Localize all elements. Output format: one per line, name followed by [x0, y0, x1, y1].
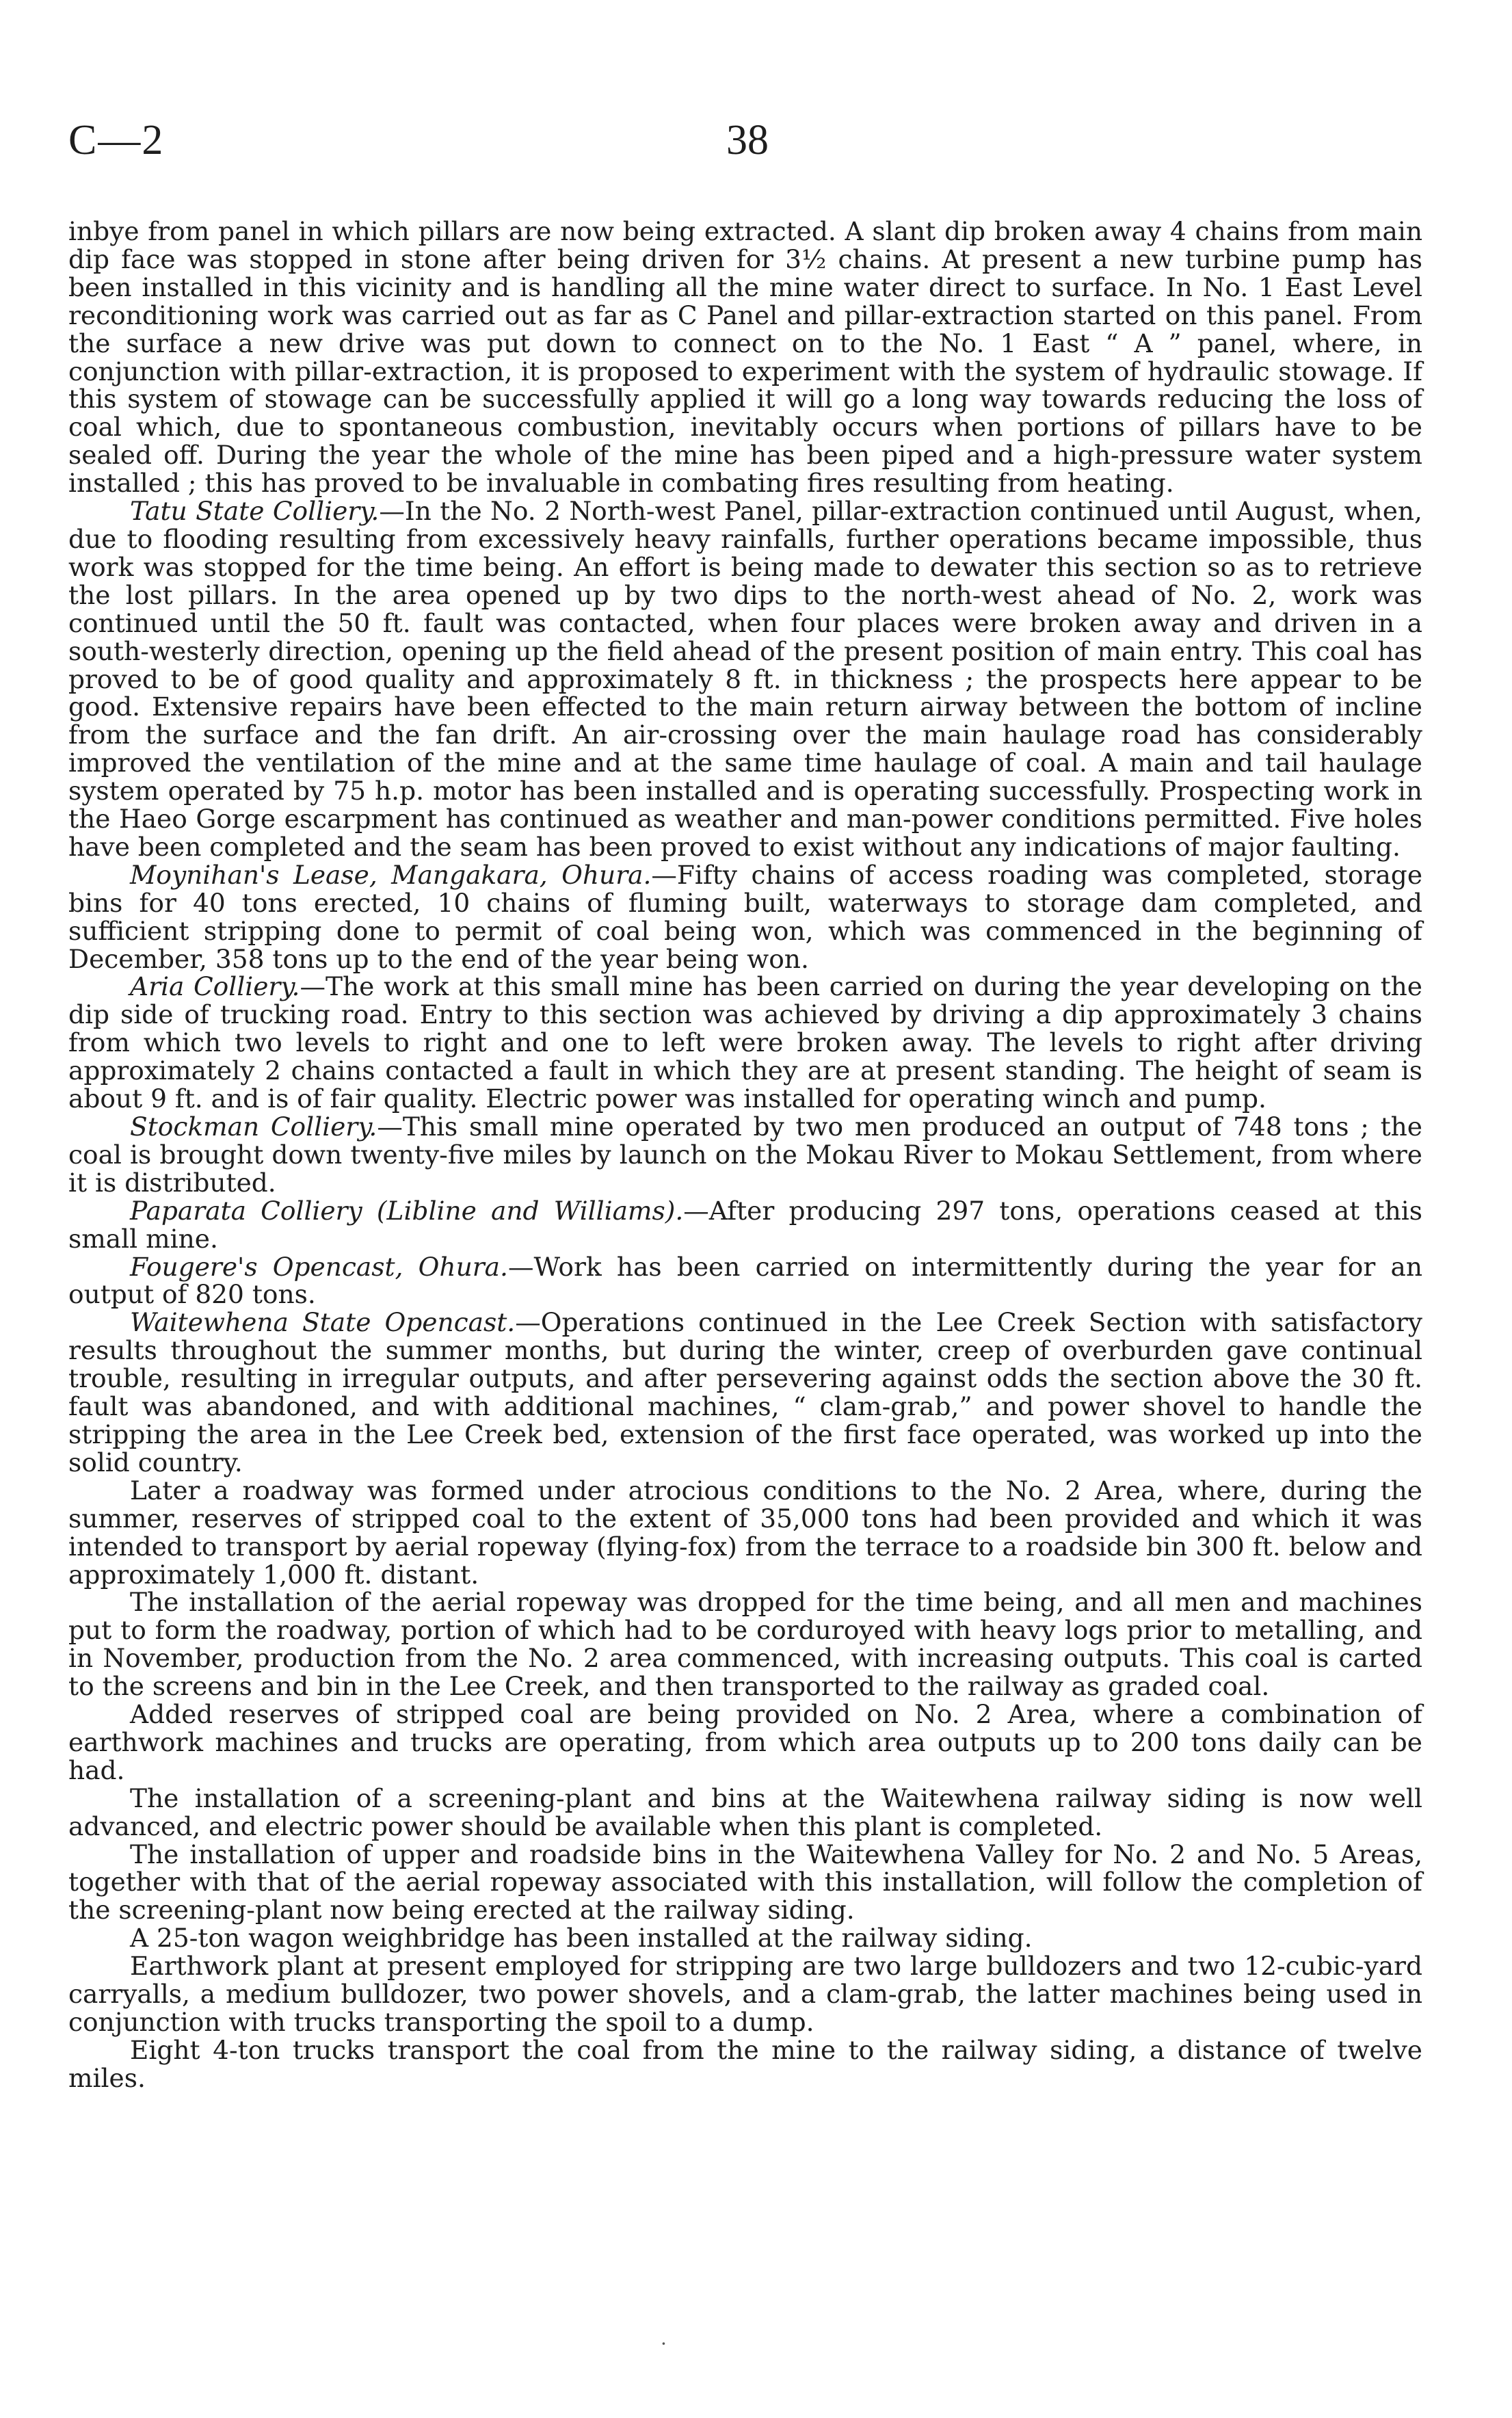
paragraph: The installation of the aerial ropeway was dropped for the time being, and all men and machines put to form the roadway, portion of which had to be corduroyed with heavy logs prior to metalling, and in November, production from the No. 2 area commenced, with increasing outputs. This coal is carted to the screens and bin in the Lee Creek, and then transported to the railway as graded coal.: [68, 1587, 1422, 1702]
paragraph: Stockman Colliery.—This small mine operated by two men produced an output of 748 tons ; the coal is brought down twenty-five miles by launch on the Mokau River to Mokau Settlement, from where it is distributed.: [68, 1112, 1422, 1198]
paragraph: Tatu State Colliery.—In the No. 2 North-west Panel, pillar-extraction continued until August, when, due to flooding resulting from excessively heavy rainfalls, further operations became impossible, thus work was stopped for the time being. An effort is being made to dewater this section so as to retrieve the lost pillars. In the area opened up by two dips to the north-west ahead of No. 2, work was continued until the 50 ft. fault was contacted, when four places were broken away and driven in a south-westerly direction, opening up the field ahead of the present position of main entry. This coal has proved to be of good quality and approximately 8 ft. in thickness ; the prospects here appear to be good. Extensive repairs have been effected to the main return airway between the bottom of incline from the surface and the fan drift. An air-crossing over the main haulage road has considerably improved the ventilation of the mine and at the same time haulage of coal. A main and tail haulage system operated by 75 h.p. motor has been installed and is operating successfully. Prospecting work in the Haeo Gorge escarpment has continued as weather and man-power conditions permitted. Five holes have been completed and the seam has been proved to exist without any indications of major faulting.: [68, 496, 1422, 862]
footer-mark: ·: [661, 2332, 667, 2355]
section-title: Stockman Colliery.: [130, 1112, 377, 1142]
paragraph: Fougere's Opencast, Ohura.—Work has been carried on intermittently during the year for an output of 820 tons.: [68, 1251, 1423, 1310]
section-title: Fougere's Opencast, Ohura.: [130, 1251, 508, 1282]
page-header: [68, 116, 1444, 178]
section-title: Aria Colliery.: [130, 971, 300, 1002]
paragraph: A 25-ton wagon weighbridge has been installed at the railway siding.: [130, 1923, 1033, 1954]
paragraph: Added reserves of stripped coal are being provided on No. 2 Area, where a combination of earthwork machines and trucks are operating, from which area outputs up to 200 tons daily can be had.: [68, 1699, 1422, 1785]
body-text: [68, 218, 1422, 2092]
paragraph: Aria Colliery.—The work at this small mine has been carried on during the year developing on the dip side of trucking road. Entry to this section was achieved by driving a dip approximately 3 chains from which two levels to right and one to left were broken away. The levels to right after driving approximately 2 chains contacted a fault in which they are at present standing. The height of seam is about 9 ft. and is of fair quality. Electric power was installed for operating winch and pump.: [68, 971, 1422, 1114]
paragraph: Paparata Colliery (Libline and Williams).—After producing 297 tons, operations ceased at this small mine.: [68, 1195, 1422, 1254]
report-reference: C—2: [68, 117, 165, 163]
section-title: Waitewhena State Opencast.: [130, 1307, 516, 1338]
paragraph: Later a roadway was formed under atrocious conditions to the No. 2 Area, where, during the summer, reserves of stripped coal to the extent of 35,000 tons had been provided and which it was intended to transport by aerial ropeway (flying-fox) from the terrace to a roadside bin 300 ft. below and approximately 1,000 ft. distant.: [68, 1475, 1422, 1590]
paragraph: inbye from panel in which pillars are now being extracted. A slant dip broken away 4 chains from main dip face was stopped in stone after being driven for 3½ chains. At present a new turbine pump has been installed in this vicinity and is handling all the mine water direct to surface. In No. 1 East Level reconditioning work was carried out as far as C Panel and pillar-extraction started on this panel. From the surface a new drive was put down to connect on to the No. 1 East “ A ” panel, where, in conjunction with pillar-extraction, it is proposed to experiment with the system of hydraulic stowage. If this system of stowage can be successfully applied it will go a long way towards reducing the loss of coal which, due to spontaneous combustion, inevitably occurs when portions of pillars have to be sealed off. During the year the whole of the mine has been piped and a high-pressure water system installed ; this has proved to be invaluable in combating fires resulting from heating.: [68, 216, 1422, 499]
page-number: 38: [726, 117, 769, 163]
paragraph: The installation of a screening-plant and bins at the Waitewhena railway siding is now well advanced, and electric power should be available when this plant is completed.: [68, 1783, 1422, 1841]
paragraph: The installation of upper and roadside bins in the Waitewhena Valley for No. 2 and No. 5 Areas, together with that of the aerial ropeway associated with this installation, will follow the completion of the screening-plant now being erected at the railway siding.: [68, 1839, 1422, 1926]
section-title: Paparata Colliery (Libline and Williams).: [130, 1195, 684, 1226]
paragraph: Waitewhena State Opencast.—Operations continued in the Lee Creek Section with satisfactory results throughout the summer months, but during the winter, creep of overburden gave continual trouble, resulting in irregular outputs, and after persevering against odds the section above the 30 ft. fault was abandoned, and with additional machines, “ clam-grab,” and power shovel to handle the stripping the area in the Lee Creek bed, extension of the first face operated, was worked up into the solid country.: [68, 1307, 1422, 1477]
paragraph: Eight 4-ton trucks transport the coal from the mine to the railway siding, a distance of twelve miles.: [68, 2034, 1422, 2093]
section-title: Tatu State Colliery.: [130, 496, 380, 527]
paragraph: Earthwork plant at present employed for stripping are two large bulldozers and two 12-cubic-yard carryalls, a medium bulldozer, two power shovels, and a clam-grab, the latter machines being used in conjunction with trucks transporting the spoil to a dump.: [68, 1951, 1422, 2037]
section-title: Moynihan's Lease, Mangakara, Ohura.: [130, 859, 652, 890]
paragraph: Moynihan's Lease, Mangakara, Ohura.—Fifty chains of access roading was completed, storage bins for 40 tons erected, 10 chains of fluming built, waterways to storage dam completed, and sufficient stripping done to permit of coal being won, which was commenced in the beginning of December, 358 tons up to the end of the year being won.: [68, 859, 1423, 974]
